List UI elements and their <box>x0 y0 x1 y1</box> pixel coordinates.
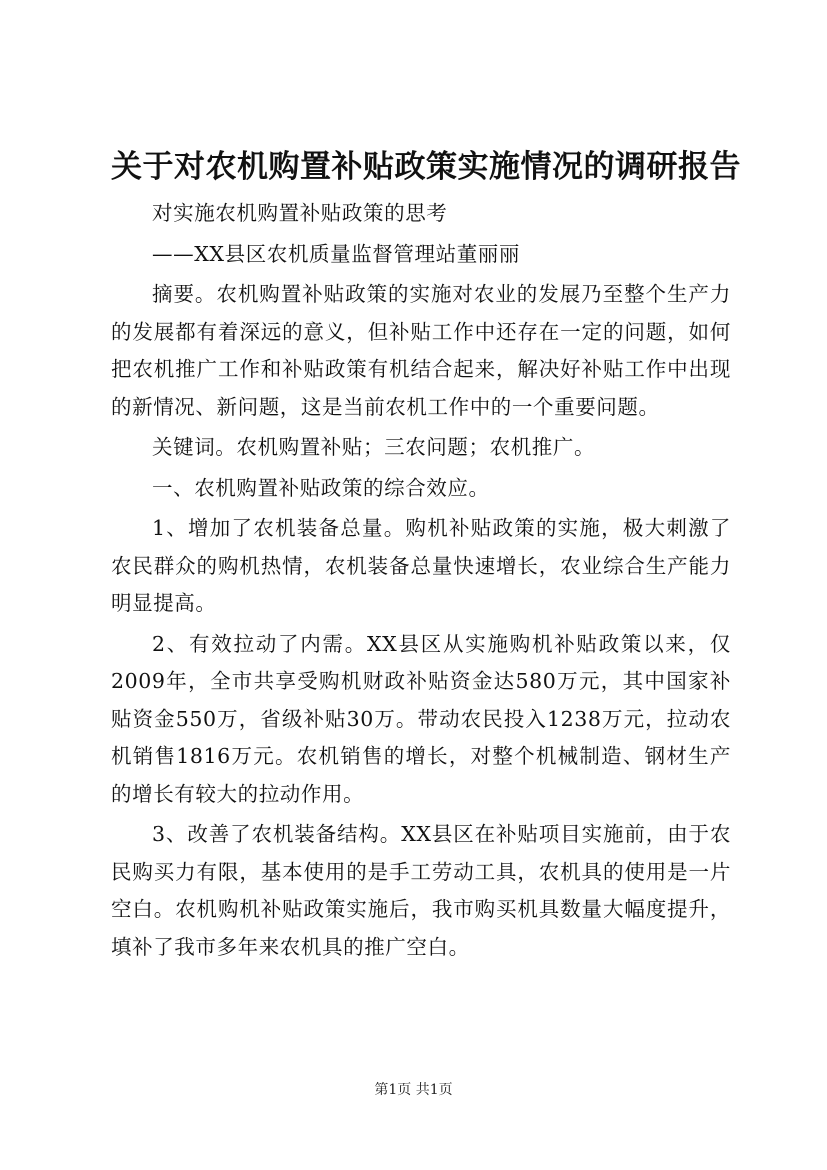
document-body <box>111 195 731 966</box>
section-heading-1: 一、农机购置补贴政策的综合效应。 <box>152 475 490 500</box>
paragraph-point-1: 1、增加了农机装备总量。购机补贴政策的实施，极大刺激了农民群众的购机热情，农机装备总量快速增长，农业综合生产能力明显提高。 <box>111 516 731 615</box>
paragraph-author: ——XX县区农机质量监督管理站董丽丽 <box>152 241 520 266</box>
document-title: 关于对农机购置补贴政策实施情况的调研报告 <box>111 149 741 185</box>
page-footer: 第1页 共1页 <box>374 1082 453 1098</box>
paragraph-abstract: 摘要。农机购置补贴政策的实施对农业的发展乃至整个生产力的发展都有着深远的意义，但补贴工作中还存在一定的问题，如何把农机推广工作和补贴政策有机结合起来，解决好补贴工作中出现的新情况、新问题，这是当前农机工作中的一个重要问题。 <box>111 282 731 419</box>
paragraph-keywords: 关键词。农机购置补贴；三农问题；农机推广。 <box>152 435 596 459</box>
paragraph-subtitle: 对实施农机购置补贴政策的思考 <box>152 201 448 225</box>
paragraph-point-3: 3、改善了农机装备结构。XX县区在补贴项目实施前，由于农民购买力有限，基本使用的是手工劳动工具，农机具的使用是一片空白。农机购机补贴政策实施后，我市购买机具数量大幅度提升，填补了我市多年来农机具的推广空白。 <box>111 822 731 959</box>
paragraph-point-2: 2、有效拉动了内需。XX县区从实施购机补贴政策以来，仅2009年，全市共享受购机财政补贴资金达580万元，其中国家补贴资金550万，省级补贴30万。带动农民投入1238万元，拉动农机销售1816万元。农机销售的增长，对整个机械制造、钢材生产的增长有较大的拉动作用。 <box>111 631 731 806</box>
